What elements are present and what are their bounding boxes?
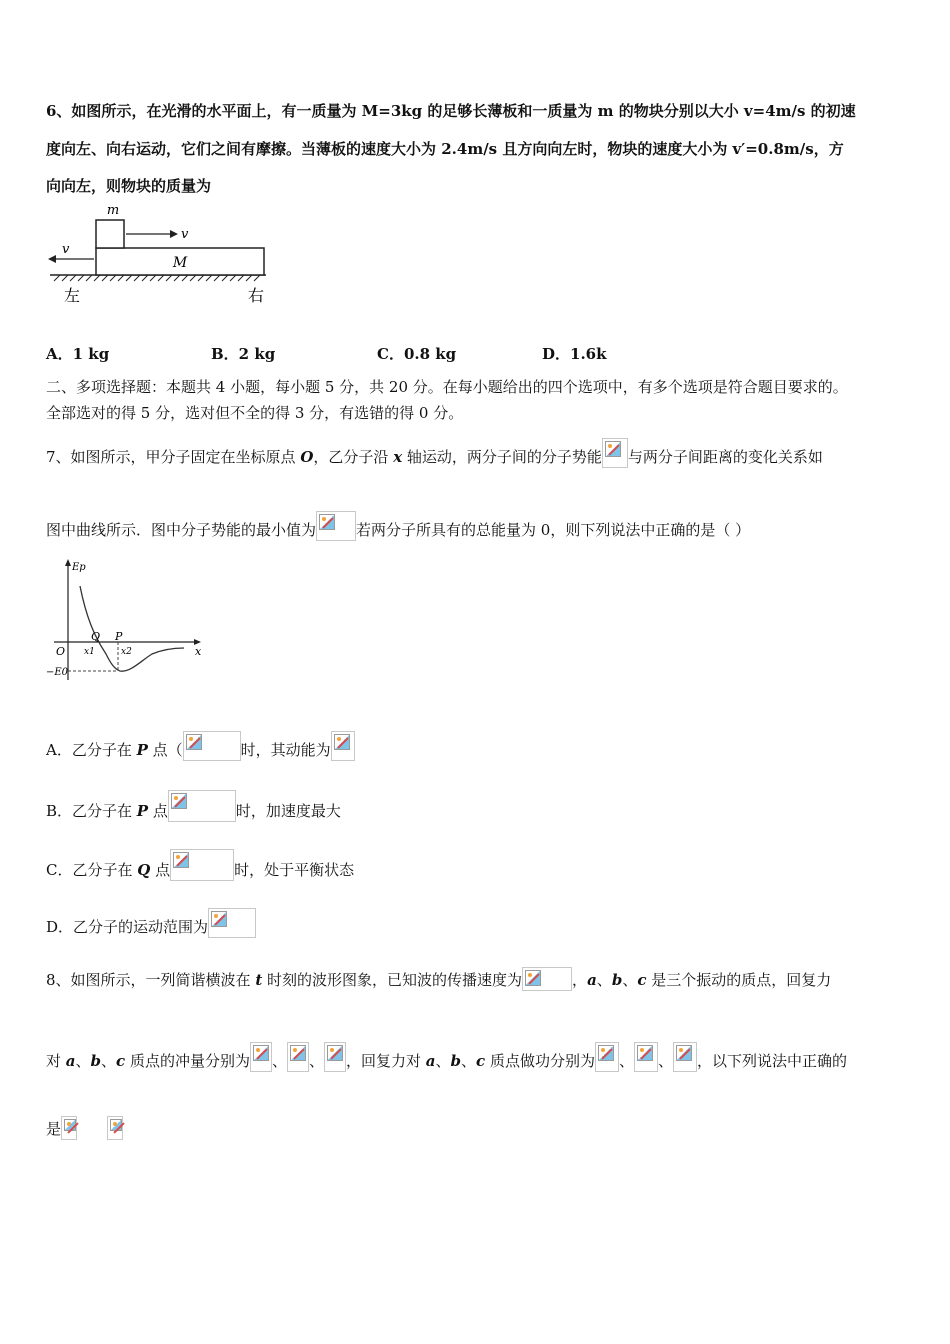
formula-image-icon (324, 1042, 346, 1072)
graph-origin: O (56, 645, 66, 658)
formula-image-icon (673, 1042, 697, 1072)
formula-image-icon (522, 967, 572, 991)
formula-image-icon (250, 1042, 272, 1072)
graph-minE: −E0 (46, 667, 69, 678)
graph-P: P (115, 630, 123, 643)
q6-option-d[interactable]: D．1.6k (542, 345, 607, 363)
graph-Q: Q (91, 630, 101, 643)
formula-image-icon (595, 1042, 619, 1072)
q7-option-d[interactable]: D．乙分子的运动范围为 (46, 908, 256, 938)
formula-image-icon (331, 731, 355, 761)
formula-image-icon (287, 1042, 309, 1072)
section2-heading-line-1: 二、多项选择题：本题共 4 小题，每小题 5 分，共 20 分。在每小题给出的四个选项中，有多个选项是符合题目要求的。 (46, 378, 848, 396)
graph-x1: x1 (84, 647, 95, 657)
formula-image-icon (170, 849, 234, 881)
formula-image-icon (634, 1042, 658, 1072)
q7-stem-line-1: 7、如图所示，甲分子固定在坐标原点 O，乙分子沿 x 轴运动，两分子间的分子势能 与两分子间距离的变化关系如 (46, 438, 823, 468)
formula-image-icon (183, 731, 241, 761)
q8-stem-line-2: 对 a、b、c 质点的冲量分别为 、 、 ，回复力对 a、b、c 质点做功分别为 、 、 ，以下列说法中正确的 (46, 1042, 847, 1072)
graph-xlabel: x (195, 645, 202, 658)
formula-image-icon (316, 511, 356, 541)
label-m: m (106, 203, 120, 218)
formula-image-icon (107, 1116, 123, 1140)
q6-figure (44, 202, 274, 306)
formula-image-icon (168, 790, 236, 822)
formula-image-icon (602, 438, 628, 468)
q7-stem-line-2: 图中曲线所示．图中分子势能的最小值为 若两分子所具有的总能量为 0，则下列说法中正确的是（ ） (46, 511, 750, 541)
q8-stem-line-1: 8、如图所示，一列简谐横波在 t 时刻的波形图象，已知波的传播速度为 ，a、b、c 是三个振动的质点，回复力 (46, 967, 831, 991)
q7-option-b[interactable]: B．乙分子在 P 点 时，加速度最大 (46, 790, 341, 822)
formula-image-icon (61, 1116, 77, 1140)
label-v-left: v (62, 242, 70, 257)
q6-stem-line-3: 向向左，则物块的质量为 (46, 177, 212, 195)
section2-heading-line-2: 全部选对的得 5 分，选对但不全的得 3 分，有选错的得 0 分。 (46, 404, 464, 422)
q6-stem-line-2: 度向左、向右运动，它们之间有摩擦。当薄板的速度大小为 2.4m/s 且方向向左时，物块的速度大小为 v′=0.8m/s，方 (46, 140, 844, 158)
q7-option-c[interactable]: C．乙分子在 Q 点 时，处于平衡状态 (46, 849, 354, 881)
potential-curve (80, 586, 184, 671)
q6-stem-line-1: 6、如图所示，在光滑的水平面上，有一质量为 M=3kg 的足够长薄板和一质量为 m 的物块分别以大小 v=4m/s 的初速 (46, 102, 856, 120)
graph-ylabel: Ep (72, 562, 86, 573)
q6-option-b[interactable]: B．2 kg (211, 345, 276, 363)
formula-image-icon (208, 908, 256, 938)
q6-option-c[interactable]: C．0.8 kg (377, 345, 457, 363)
block-m (96, 220, 124, 248)
q7-potential-energy-graph (44, 556, 214, 686)
label-left: 左 (64, 286, 81, 305)
graph-x2: x2 (121, 647, 132, 657)
label-right: 右 (248, 286, 265, 305)
label-M: M (172, 255, 188, 271)
label-v-right: v (181, 227, 189, 242)
q6-option-a[interactable]: A．1 kg (46, 345, 110, 363)
q7-option-a[interactable]: A．乙分子在 P 点（ 时，其动能为 (46, 731, 355, 761)
q8-stem-line-3: 是 (46, 1116, 123, 1140)
